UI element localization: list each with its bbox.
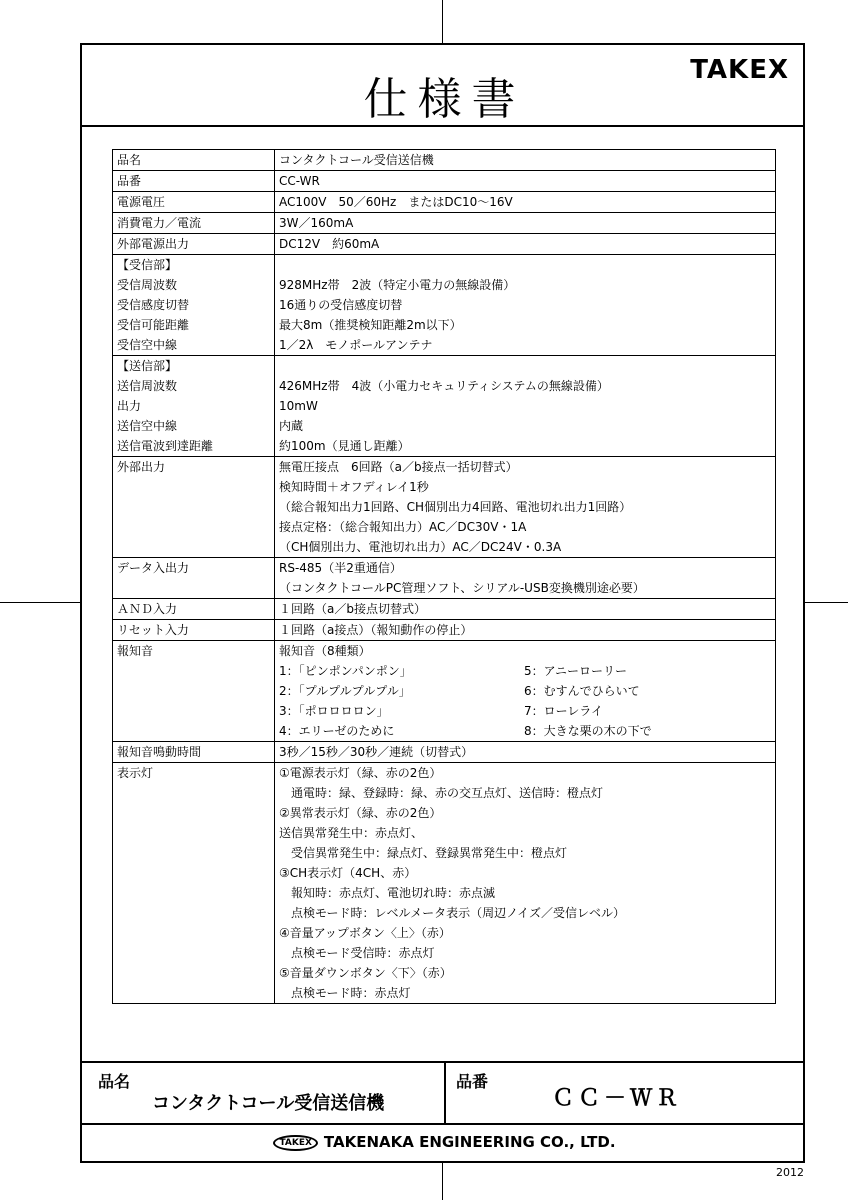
spec-value xyxy=(275,416,776,436)
spec-value-line: 3W／160mA xyxy=(279,216,354,230)
spec-row xyxy=(113,641,776,742)
tone-item: 6：むすんでひらいて xyxy=(524,684,640,698)
spec-row xyxy=(113,315,776,335)
tone-item: 2：「プルプルプルプル」 xyxy=(279,684,411,698)
spec-key: 出力 xyxy=(113,396,275,416)
footer-divider-top xyxy=(82,1061,803,1063)
footer-name-label: 品名 xyxy=(98,1072,131,1091)
spec-key: 報知音鳴動時間 xyxy=(113,742,275,763)
spec-value-line: 16通りの受信感度切替 xyxy=(279,298,403,312)
brand-logo: TAKEX xyxy=(690,55,789,85)
spec-value-line: 送信異常発生中：赤点灯、 xyxy=(279,826,424,840)
spec-value-line: 報知音（8種類） xyxy=(279,644,371,658)
tone-pair xyxy=(279,681,771,701)
spec-row xyxy=(113,150,776,171)
spec-value xyxy=(275,436,776,457)
spec-row xyxy=(113,742,776,763)
footer-code-value: ＣＣ－ＷＲ xyxy=(552,1086,683,1111)
company-logo-mark: TAKEX xyxy=(273,1135,317,1151)
spec-key: 外部電源出力 xyxy=(113,234,275,255)
spec-value-line: ③CH表示灯（4CH、赤） xyxy=(279,866,417,880)
spec-row xyxy=(113,213,776,234)
spec-value xyxy=(275,396,776,416)
tone-item: 8：大きな栗の木の下で xyxy=(524,724,652,738)
spec-value-line: DC12V 約60mA xyxy=(279,237,380,251)
spec-key: 【送信部】 xyxy=(113,356,275,377)
spec-value xyxy=(275,275,776,295)
spec-row xyxy=(113,376,776,396)
spec-value-line: 10mW xyxy=(279,399,318,413)
spec-key: 送信電波到達距離 xyxy=(113,436,275,457)
spec-key: ＡＮＤ入力 xyxy=(113,599,275,620)
footer-divider-mid xyxy=(82,1123,803,1125)
spec-key: 受信周波数 xyxy=(113,275,275,295)
spec-value-line: 通電時：緑、登録時：緑、赤の交互点灯、送信時：橙点灯 xyxy=(279,786,604,800)
spec-value xyxy=(275,763,776,1004)
spec-value-line: １回路（a／b接点切替式） xyxy=(279,602,426,616)
spec-row xyxy=(113,356,776,377)
spec-value xyxy=(275,150,776,171)
crop-mark-left xyxy=(0,602,80,603)
spec-value-line: 接点定格：（総合報知出力）AC／DC30V・1A xyxy=(279,520,527,534)
spec-value xyxy=(275,192,776,213)
spec-key: リセット入力 xyxy=(113,620,275,641)
tone-item: 7：ローレライ xyxy=(524,704,604,718)
spec-key: 電源電圧 xyxy=(113,192,275,213)
footer-name-value: コンタクトコール受信送信機 xyxy=(152,1093,385,1114)
tone-item: 3：「ポロロロロン」 xyxy=(279,704,389,718)
spec-value-line xyxy=(279,255,771,275)
spec-value-line: RS-485（半2重通信） xyxy=(279,561,402,575)
spec-value xyxy=(275,171,776,192)
spec-value-line: 約100m（見通し距離） xyxy=(279,439,410,453)
spec-row xyxy=(113,599,776,620)
spec-value-line: （コンタクトコールPC管理ソフト、シリアル-USB変換機別途必要） xyxy=(279,581,645,595)
spec-value-line xyxy=(279,356,771,376)
spec-key: 品番 xyxy=(113,171,275,192)
spec-key: データ入出力 xyxy=(113,558,275,599)
spec-value xyxy=(275,356,776,377)
spec-value-line: （CH個別出力、電池切れ出力）AC／DC24V・0.3A xyxy=(279,540,562,554)
spec-row xyxy=(113,558,776,599)
spec-value-line: 426MHz帯 4波（小電力セキュリティシステムの無線設備） xyxy=(279,379,609,393)
spec-value-line: １回路（a接点）（報知動作の停止） xyxy=(279,623,473,637)
crop-mark-right xyxy=(805,602,848,603)
spec-row xyxy=(113,234,776,255)
spec-value xyxy=(275,376,776,396)
spec-value-line: 928MHz帯 2波（特定小電力の無線設備） xyxy=(279,278,516,292)
spec-value-line: ④音量アップボタン〈上〉（赤） xyxy=(279,926,451,940)
spec-key: 外部出力 xyxy=(113,457,275,558)
spec-value xyxy=(275,295,776,315)
spec-value xyxy=(275,641,776,742)
spec-value-line: 内蔵 xyxy=(279,419,304,433)
spec-row xyxy=(113,275,776,295)
spec-key: 送信空中線 xyxy=(113,416,275,436)
spec-value-line: 検知時間＋オフディレイ1秒 xyxy=(279,480,429,494)
crop-mark-bottom xyxy=(442,1163,443,1200)
spec-row xyxy=(113,192,776,213)
footer-vertical-divider xyxy=(444,1061,446,1123)
tone-pair xyxy=(279,721,771,741)
spec-row xyxy=(113,171,776,192)
company-name: TAKENAKA ENGINEERING CO., LTD. xyxy=(323,1133,616,1151)
spec-value-line: 点検モード時：レベルメータ表示（周辺ノイズ／受信レベル） xyxy=(279,906,625,920)
spec-key: 受信空中線 xyxy=(113,335,275,356)
footer-code-label: 品番 xyxy=(456,1072,489,1091)
spec-key: 品名 xyxy=(113,150,275,171)
header-divider xyxy=(82,125,803,127)
spec-row xyxy=(113,763,776,1004)
spec-value-line: 1／2λ モノポールアンテナ xyxy=(279,338,433,352)
tone-item: 4：エリーゼのために xyxy=(279,724,395,738)
spec-row xyxy=(113,457,776,558)
page-title: 仕様書 xyxy=(363,74,526,125)
spec-row xyxy=(113,620,776,641)
spec-value xyxy=(275,742,776,763)
spec-key: 報知音 xyxy=(113,641,275,742)
tone-pair xyxy=(279,701,771,721)
spec-value-line: 3秒／15秒／30秒／連続（切替式） xyxy=(279,745,474,759)
spec-key: 表示灯 xyxy=(113,763,275,1004)
spec-value-line: 無電圧接点 6回路（a／b接点一括切替式） xyxy=(279,460,518,474)
spec-value-line: （総合報知出力1回路、CH個別出力4回路、電池切れ出力1回路） xyxy=(279,500,632,514)
spec-key: 受信可能距離 xyxy=(113,315,275,335)
spec-value-line: 点検モード受信時：赤点灯 xyxy=(279,946,435,960)
spec-value-line: AC100V 50／60Hz またはDC10～16V xyxy=(279,195,513,209)
spec-row xyxy=(113,335,776,356)
crop-mark-top xyxy=(442,0,443,43)
spec-value xyxy=(275,335,776,356)
spec-row xyxy=(113,416,776,436)
tone-item: 5：アニーローリー xyxy=(524,664,628,678)
spec-row xyxy=(113,396,776,416)
spec-value xyxy=(275,620,776,641)
spec-value-line: ①電源表示灯（緑、赤の2色） xyxy=(279,766,442,780)
spec-value xyxy=(275,213,776,234)
tone-item: 1：「ピンポンパンポン」 xyxy=(279,664,412,678)
spec-value-line: 最大8m（推奨検知距離2m以下） xyxy=(279,318,462,332)
spec-value xyxy=(275,255,776,276)
year-mark: 2012 xyxy=(776,1166,804,1179)
spec-key: 受信感度切替 xyxy=(113,295,275,315)
spec-value xyxy=(275,558,776,599)
spec-value-line: 報知時：赤点灯、電池切れ時：赤点滅 xyxy=(279,886,496,900)
spec-key: 消費電力／電流 xyxy=(113,213,275,234)
spec-key: 【受信部】 xyxy=(113,255,275,276)
spec-row xyxy=(113,436,776,457)
spec-row xyxy=(113,255,776,276)
tone-pair xyxy=(279,661,771,681)
spec-value xyxy=(275,315,776,335)
spec-value-line: 点検モード時：赤点灯 xyxy=(279,986,411,1000)
spec-value xyxy=(275,234,776,255)
spec-value-line: コンタクトコール受信送信機 xyxy=(279,153,434,167)
spec-value-line: ②異常表示灯（緑、赤の2色） xyxy=(279,806,442,820)
company-line xyxy=(82,1133,807,1151)
spec-value xyxy=(275,457,776,558)
spec-value xyxy=(275,599,776,620)
spec-value-line: ⑤音量ダウンボタン〈下〉（赤） xyxy=(279,966,452,980)
spec-value-line: 受信異常発生中：緑点灯、登録異常発生中：橙点灯 xyxy=(279,846,568,860)
spec-table xyxy=(112,149,776,1004)
spec-row xyxy=(113,295,776,315)
spec-value-line: CC-WR xyxy=(279,174,320,188)
spec-key: 送信周波数 xyxy=(113,376,275,396)
